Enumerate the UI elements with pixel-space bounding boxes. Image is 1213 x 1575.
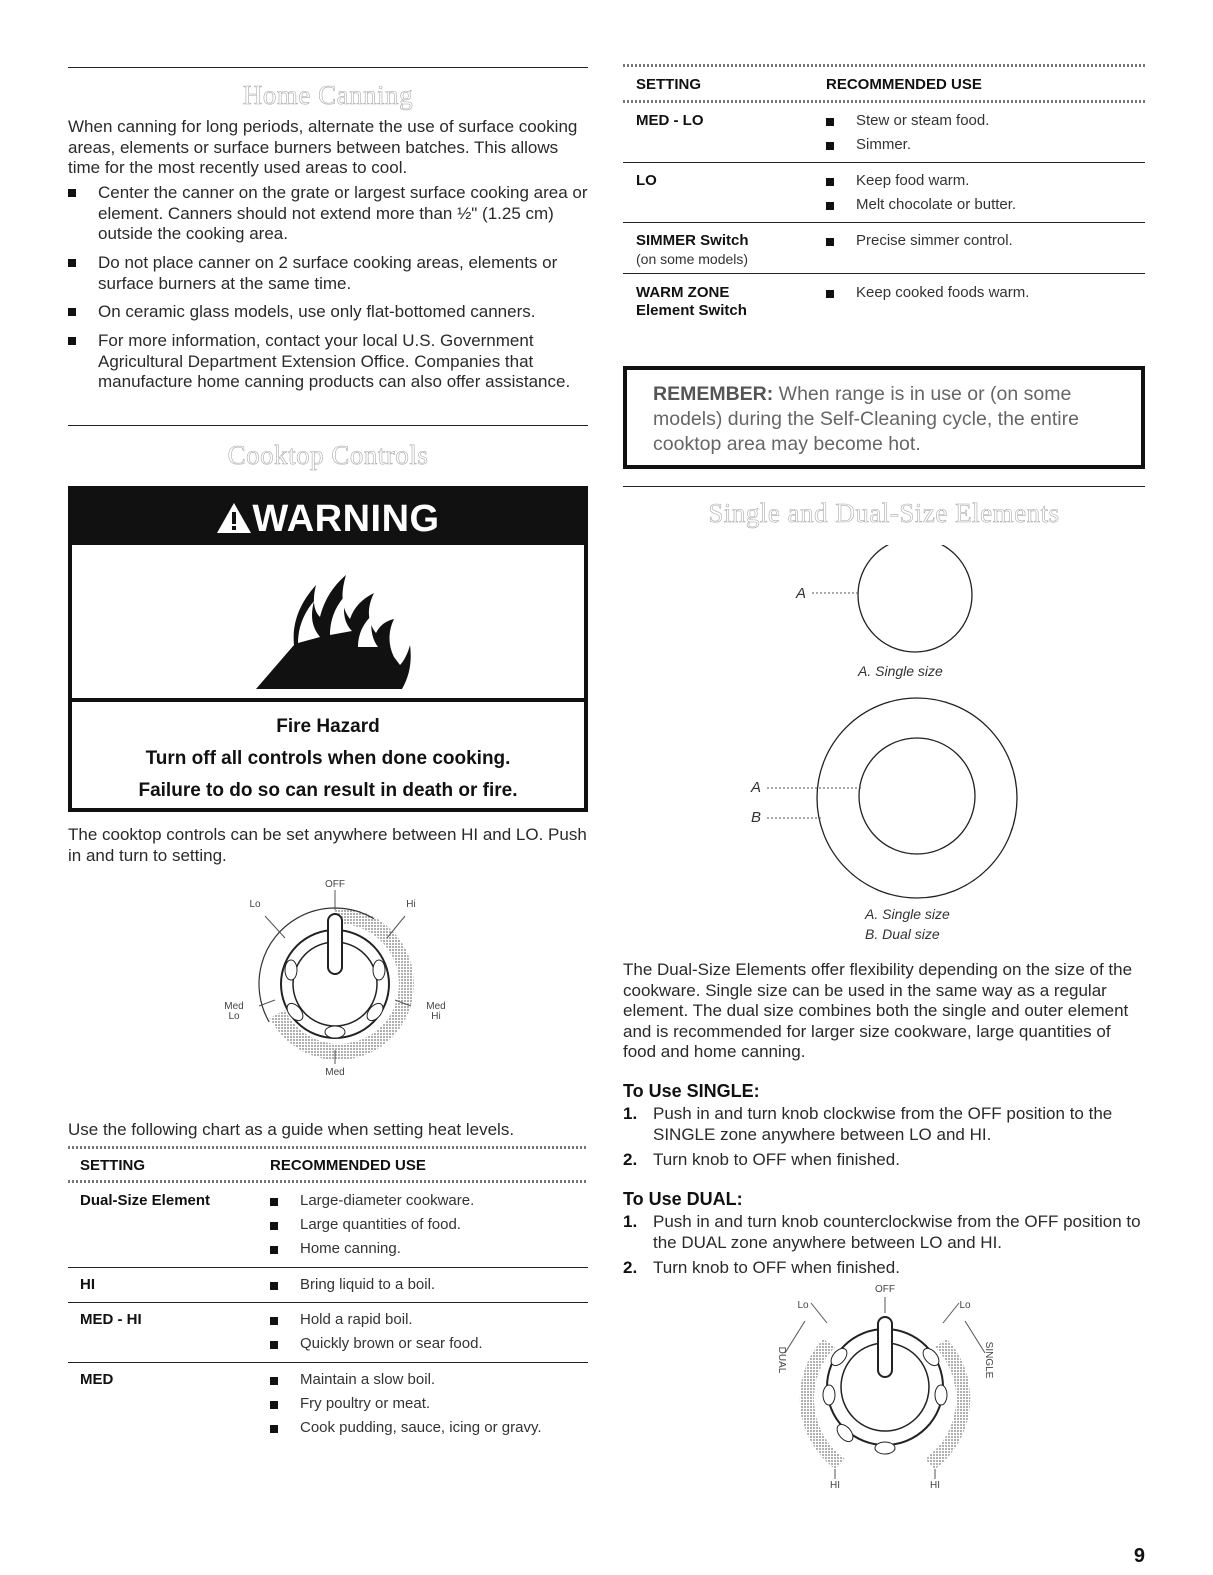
- remember-box: [623, 366, 1145, 469]
- fig1-caption: A. Single size: [858, 663, 943, 679]
- dual-step-1: 1. Push in and turn knob counterclockwise from the OFF position to the DUAL zone anywhere between LO and HI.: [623, 1212, 1141, 1252]
- dial2-lo-left-label: Lo: [797, 1300, 809, 1311]
- elements-title: Single and Dual-Size Elements: [708, 498, 1060, 528]
- dual-step-2: 2. Turn knob to OFF when finished.: [623, 1258, 900, 1277]
- fig2-label-a: A: [751, 779, 762, 796]
- setting-lo: LO: [636, 172, 657, 189]
- single-element-icon: [790, 545, 990, 665]
- setting-med: MED: [80, 1371, 114, 1388]
- dial-lo-label: Lo: [249, 899, 261, 910]
- section-rule: [68, 425, 588, 426]
- use-item: Home canning.: [270, 1240, 401, 1258]
- use-item: Bring liquid to a boil.: [270, 1276, 435, 1294]
- fig1-label-a: A: [796, 585, 807, 602]
- use-item: Hold a rapid boil.: [270, 1311, 413, 1329]
- canning-bullet: For more information, contact your local U.S. Government Agricultural Department Extension Office. Companies that manufacture home canning products can also offer assistance.: [68, 331, 588, 393]
- single-step-1: 1. Push in and turn knob clockwise from the OFF position to the SINGLE zone anywhere between LO and HI.: [623, 1104, 1113, 1144]
- table-row-rule: [68, 1302, 588, 1303]
- setting-hi: HI: [80, 1276, 95, 1293]
- cooktop-controls-intro: The cooktop controls can be set anywhere between HI and LO. Push in and turn to setting.: [68, 825, 587, 865]
- table-dotted-rule: [623, 64, 1145, 67]
- dial-hi-label: Hi: [406, 899, 416, 910]
- control-knob-diagram: [215, 880, 455, 1080]
- fire-icon: [254, 565, 414, 690]
- remember-text: When range is in use or (on some models) during the Self-Cleaning cycle, the entire cooktop area may become hot.: [653, 383, 1079, 455]
- table-dotted-rule: [68, 1146, 588, 1149]
- dual-element-icon: [745, 688, 1025, 908]
- use-item: Simmer.: [826, 136, 911, 154]
- use-item: Quickly brown or sear food.: [270, 1335, 483, 1353]
- home-canning-section: [68, 80, 588, 120]
- dial-med-lo-label: Med Lo: [224, 1001, 244, 1022]
- canning-bullet: Do not place canner on 2 surface cooking areas, elements or surface burners at the same time.: [68, 253, 588, 294]
- table-row-rule: [623, 222, 1145, 223]
- warning-line-1: Turn off all controls when done cooking.: [145, 748, 511, 769]
- setting-warm-zone: WARM ZONE Element Switch: [636, 284, 747, 319]
- warning-line-2: Failure to do so can result in death or fire.: [138, 780, 518, 801]
- setting-dual-size: Dual-Size Element: [80, 1192, 211, 1209]
- cooktop-controls-title: Cooktop Controls: [227, 440, 429, 470]
- fig2-caption-b: B. Dual size: [865, 926, 940, 942]
- use-item: Large quantities of food.: [270, 1216, 461, 1234]
- dual-knob-icon: [765, 1283, 1005, 1493]
- fig2-label-b: B: [751, 809, 762, 826]
- use-item: Keep cooked foods warm.: [826, 284, 1029, 302]
- home-canning-title: Home Canning: [242, 80, 414, 110]
- page-number: 9: [1133, 1545, 1145, 1567]
- table-row-rule: [623, 273, 1145, 274]
- use-item: Cook pudding, sauce, icing or gravy.: [270, 1419, 542, 1437]
- use-item: Fry poultry or meat.: [270, 1395, 430, 1413]
- elements-section: [623, 498, 1145, 538]
- dial2-single-label: SINGLE: [983, 1341, 994, 1379]
- section-rule: [623, 486, 1145, 487]
- dial-med-hi-label: Med Hi: [426, 1001, 446, 1022]
- dial-off-label: OFF: [325, 879, 345, 890]
- use-item: Stew or steam food.: [826, 112, 989, 130]
- cooktop-controls-section: [68, 440, 588, 480]
- dial2-dual-label: DUAL: [776, 1346, 787, 1374]
- dial-med-label: Med: [325, 1067, 345, 1078]
- dial2-lo-right-label: Lo: [959, 1300, 971, 1311]
- table-header-setting: SETTING: [80, 1157, 146, 1174]
- fire-hazard-label: Fire Hazard: [276, 716, 380, 737]
- use-item: Large-diameter cookware.: [270, 1192, 474, 1210]
- use-item: Precise simmer control.: [826, 232, 1013, 250]
- warning-triangle-icon: [216, 502, 252, 534]
- single-heading: To Use SINGLE:: [623, 1081, 760, 1101]
- elements-description: The Dual-Size Elements offer flexibility depending on the size of the cookware. Single size can be used in the same way as a regular element. The dual size combines both the single and outer element and is recommended for larger size cookware, large quantities of food and home canning.: [623, 960, 1133, 1061]
- setting-med-hi: MED - HI: [80, 1311, 142, 1328]
- single-element-figure: [790, 545, 990, 685]
- dial2-hi-left-label: HI: [830, 1480, 840, 1491]
- single-step-2: 2. Turn knob to OFF when finished.: [623, 1150, 900, 1169]
- use-item: Melt chocolate or butter.: [826, 196, 1016, 214]
- canning-bullet: On ceramic glass models, use only flat-bottomed canners.: [68, 302, 588, 323]
- fire-hazard-image: [72, 545, 584, 702]
- table-row-rule: [623, 162, 1145, 163]
- control-knob-icon: [215, 880, 455, 1080]
- warning-header: WARNING: [72, 490, 584, 545]
- dial2-off-label: OFF: [875, 1284, 895, 1295]
- remember-label: REMEMBER:: [653, 383, 774, 405]
- table-row-rule: [68, 1362, 588, 1363]
- setting-med-lo: MED - LO: [636, 112, 704, 129]
- canning-bullet: Center the canner on the grate or largest surface cooking area or element. Canners should not extend more than ½" (1.25 cm) outside the cooking area.: [68, 183, 588, 245]
- table-header-use: RECOMMENDED USE: [826, 76, 982, 93]
- chart-intro: Use the following chart as a guide when setting heat levels.: [68, 1120, 515, 1139]
- use-item: Maintain a slow boil.: [270, 1371, 435, 1389]
- table-dotted-rule: [623, 100, 1145, 103]
- home-canning-intro: When canning for long periods, alternate the use of surface cooking areas, elements or surface burners between batches. This allows time for the most recently used areas to cool.: [68, 117, 578, 177]
- dual-knob-diagram: [765, 1283, 1005, 1493]
- dual-element-figure: [745, 688, 1025, 948]
- table-row-rule: [68, 1267, 588, 1268]
- top-rule-left: [68, 67, 588, 68]
- setting-simmer: SIMMER Switch (on some models): [636, 232, 749, 267]
- table-header-use: RECOMMENDED USE: [270, 1157, 426, 1174]
- use-item: Keep food warm.: [826, 172, 969, 190]
- fig2-caption-a: A. Single size: [865, 906, 950, 922]
- dial2-hi-right-label: HI: [930, 1480, 940, 1491]
- warning-box: [68, 486, 588, 812]
- dual-heading: To Use DUAL:: [623, 1189, 743, 1209]
- table-dotted-rule: [68, 1180, 588, 1183]
- table-header-setting: SETTING: [636, 76, 702, 93]
